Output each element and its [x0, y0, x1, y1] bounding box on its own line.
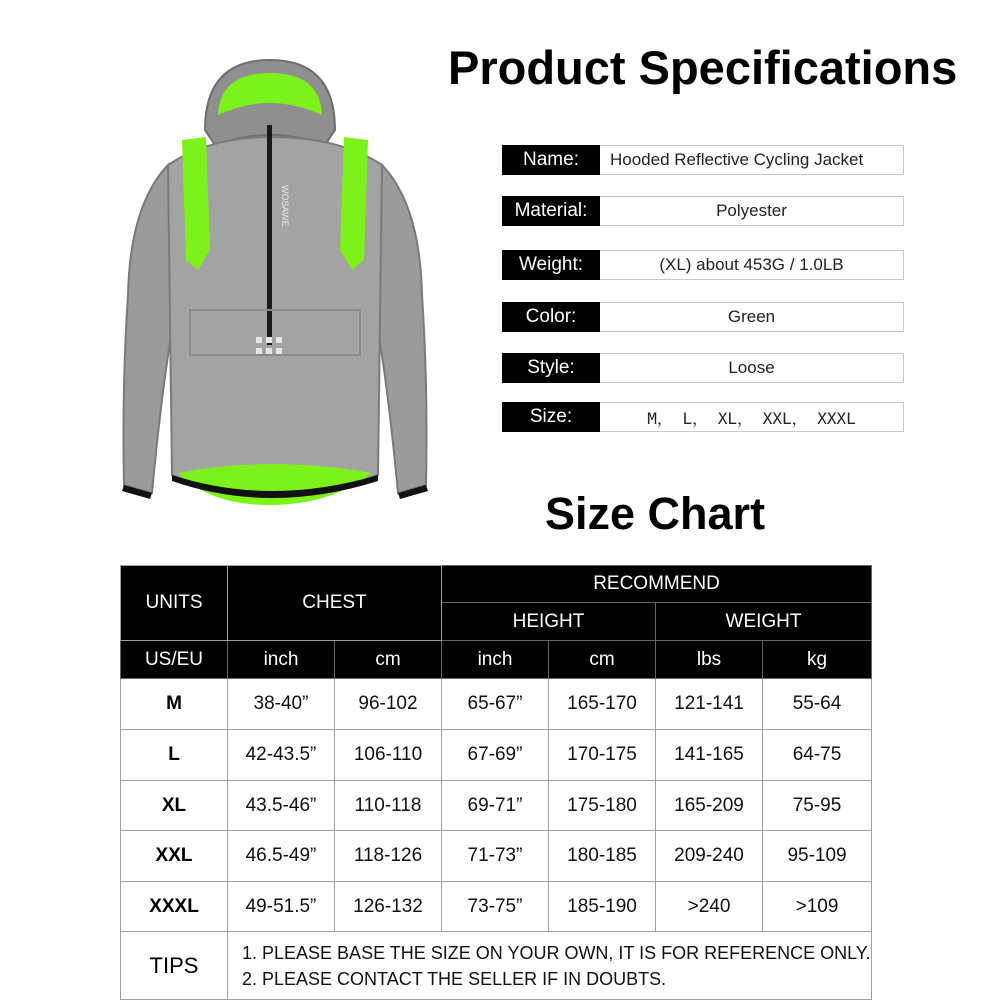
unit-header: inch	[442, 641, 549, 679]
spec-value: Green	[600, 302, 904, 332]
tip-line: 1. PLEASE BASE THE SIZE ON YOUR OWN, IT IS FOR REFERENCE ONLY.	[242, 942, 871, 963]
jacket-product-image	[110, 55, 440, 515]
height-inch-cell: 69-71”	[442, 781, 549, 831]
weight-lbs-cell: 209-240	[656, 831, 763, 882]
units-header: UNITS	[121, 566, 228, 641]
spec-label: Color:	[502, 302, 600, 332]
height-cm-cell: 165-170	[549, 679, 656, 730]
weight-kg-cell: 75-95	[763, 781, 872, 831]
chest-cm-cell: 126-132	[335, 882, 442, 932]
table-row	[121, 730, 872, 781]
weight-lbs-cell: 121-141	[656, 679, 763, 730]
height-cm-cell: 170-175	[549, 730, 656, 781]
spec-value: Polyester	[600, 196, 904, 226]
spec-value: Hooded Reflective Cycling Jacket	[600, 145, 904, 175]
spec-label: Size:	[502, 402, 600, 432]
size-cell: L	[121, 730, 228, 781]
size-cell: XXXL	[121, 882, 228, 932]
unit-header: cm	[335, 641, 442, 679]
height-inch-cell: 73-75”	[442, 882, 549, 932]
chest-inch-cell: 42-43.5”	[228, 730, 335, 781]
chest-cm-cell: 110-118	[335, 781, 442, 831]
spec-row-name	[502, 145, 904, 175]
spec-label: Style:	[502, 353, 600, 383]
height-header: HEIGHT	[442, 603, 656, 641]
height-cm-cell: 180-185	[549, 831, 656, 882]
height-cm-cell: 185-190	[549, 882, 656, 932]
zipper	[267, 125, 272, 345]
weight-lbs-cell: 141-165	[656, 730, 763, 781]
weight-header: WEIGHT	[656, 603, 872, 641]
size-chart-heading: Size Chart	[545, 488, 766, 539]
size-cell: M	[121, 679, 228, 730]
header-row-top	[121, 566, 872, 603]
spec-label: Name:	[502, 145, 600, 175]
table-row	[121, 831, 872, 882]
tips-row	[121, 932, 872, 1000]
spec-label: Material:	[502, 196, 600, 226]
right-green-panel	[340, 137, 368, 270]
unit-header: kg	[763, 641, 872, 679]
tip-line: 2. PLEASE CONTACT THE SELLER IF IN DOUBTS.	[242, 968, 667, 989]
product-specifications-heading: Product Specifications	[448, 41, 958, 94]
weight-kg-cell: 64-75	[763, 730, 872, 781]
chest-header: CHEST	[228, 566, 442, 641]
size-chart-table	[120, 565, 872, 1000]
table-row	[121, 882, 872, 932]
weight-kg-cell: 95-109	[763, 831, 872, 882]
chest-inch-cell: 49-51.5”	[228, 882, 335, 932]
chest-inch-cell: 46.5-49”	[228, 831, 335, 882]
tips-text	[228, 932, 872, 1000]
chest-inch-cell: 38-40”	[228, 679, 335, 730]
spec-row-material	[502, 196, 904, 226]
spec-value: Loose	[600, 353, 904, 383]
spec-value: M， L， XL， XXL， XXXL	[600, 402, 904, 432]
unit-header: lbs	[656, 641, 763, 679]
chest-cm-cell: 118-126	[335, 831, 442, 882]
tips-label: TIPS	[121, 932, 228, 1000]
header-row-units	[121, 641, 872, 679]
spec-label: Weight:	[502, 250, 600, 280]
weight-kg-cell: >109	[763, 882, 872, 932]
size-cell: XL	[121, 781, 228, 831]
spec-row-size	[502, 402, 904, 432]
chest-cm-cell: 106-110	[335, 730, 442, 781]
chest-inch-cell: 43.5-46”	[228, 781, 335, 831]
unit-header: inch	[228, 641, 335, 679]
spec-row-weight	[502, 250, 904, 280]
recommend-header: RECOMMEND	[442, 566, 872, 603]
height-cm-cell: 175-180	[549, 781, 656, 831]
brand-logo: WOSAWE	[280, 185, 290, 227]
spec-row-style	[502, 353, 904, 383]
weight-lbs-cell: >240	[656, 882, 763, 932]
weight-kg-cell: 55-64	[763, 679, 872, 730]
weight-lbs-cell: 165-209	[656, 781, 763, 831]
spec-row-color	[502, 302, 904, 332]
height-inch-cell: 67-69”	[442, 730, 549, 781]
chest-cm-cell: 96-102	[335, 679, 442, 730]
table-row	[121, 781, 872, 831]
table-row	[121, 679, 872, 730]
us-eu-header: US/EU	[121, 641, 228, 679]
height-inch-cell: 65-67”	[442, 679, 549, 730]
height-inch-cell: 71-73”	[442, 831, 549, 882]
spec-value: (XL) about 453G / 1.0LB	[600, 250, 904, 280]
unit-header: cm	[549, 641, 656, 679]
left-green-panel	[182, 137, 210, 270]
size-cell: XXL	[121, 831, 228, 882]
